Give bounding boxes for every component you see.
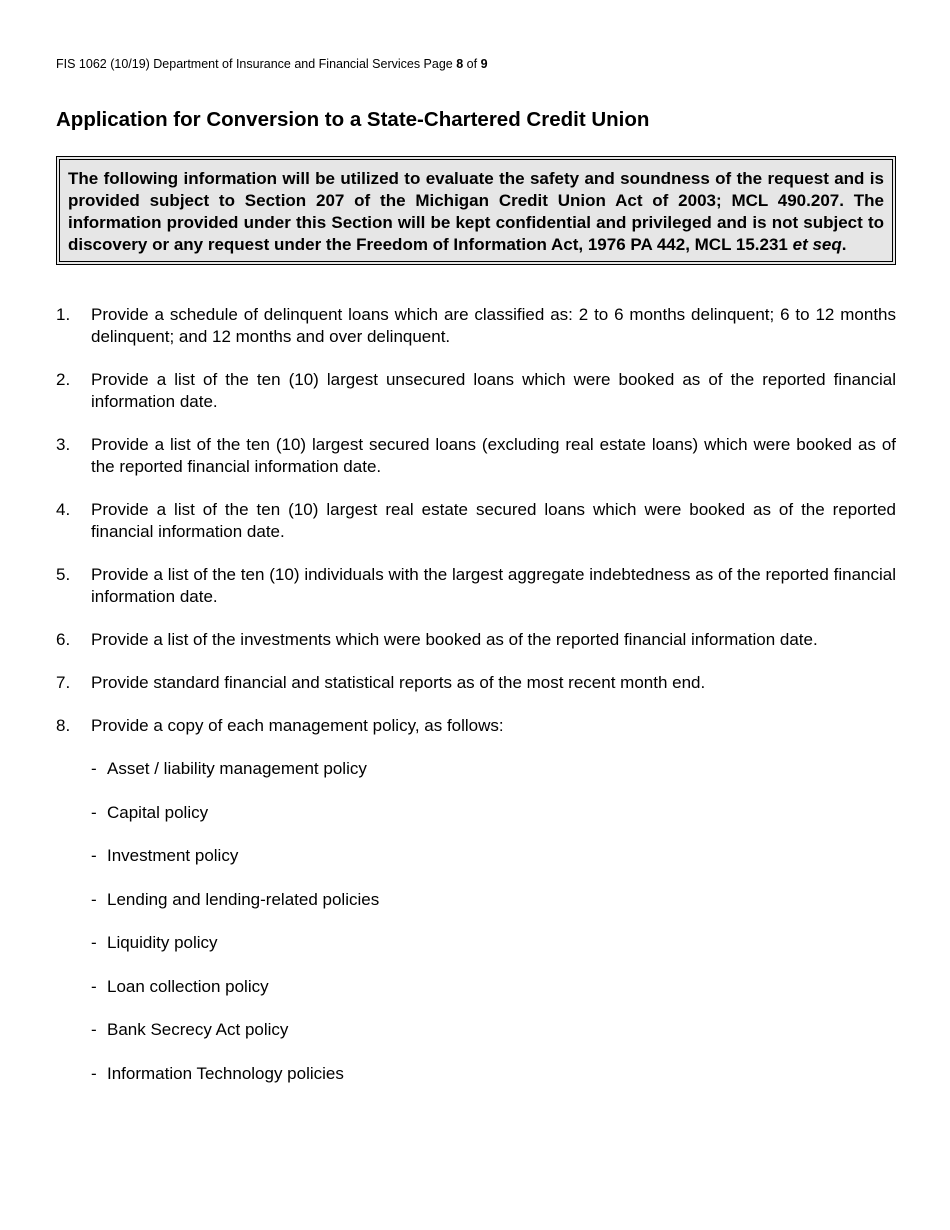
policy-item: [91, 758, 791, 780]
policy-item: [91, 1019, 791, 1041]
list-item: [56, 369, 896, 413]
dash-marker: -: [91, 846, 97, 865]
list-item: [56, 715, 896, 737]
policy-item: [91, 845, 791, 867]
item-number: 7.: [56, 673, 71, 692]
policy-label: Information Technology policies: [107, 1063, 344, 1083]
list-item: [56, 629, 896, 651]
item-text: Provide a list of the ten (10) largest unsecured loans which were booked as of the reported financial information date.: [91, 370, 896, 411]
notice-end: .: [841, 235, 847, 254]
item-text: Provide a schedule of delinquent loans which are classified as: 2 to 6 months delinquent; 6 to 12 months delinquent; and 12 months and over delinquent.: [91, 305, 896, 346]
item-number: 1.: [56, 305, 71, 324]
form-id: FIS 1062 (10/19) Department of Insurance and Financial Services Page: [56, 57, 457, 71]
item-text: Provide a list of the ten (10) largest real estate secured loans which were booked as of the reported financial information date.: [91, 500, 896, 541]
dash-marker: -: [91, 802, 97, 822]
list-item: [56, 499, 896, 543]
dash-marker: -: [91, 976, 97, 996]
policy-item: [91, 976, 791, 998]
policy-label: Asset / liability management policy: [107, 759, 367, 778]
dash-marker: -: [91, 889, 97, 909]
dash-marker: -: [91, 1063, 97, 1083]
dash-marker: -: [91, 759, 97, 778]
item-number: 6.: [56, 630, 71, 649]
policy-label: Liquidity policy: [107, 933, 218, 952]
form-header: [56, 57, 488, 71]
dash-marker: -: [91, 1020, 97, 1039]
policy-label: Bank Secrecy Act policy: [107, 1020, 289, 1039]
policy-label: Lending and lending-related policies: [107, 889, 380, 909]
policy-label: Capital policy: [107, 802, 209, 822]
policy-label: Loan collection policy: [107, 976, 269, 996]
item-text: Provide standard financial and statistical reports as of the most recent month end.: [91, 673, 706, 692]
dash-marker: -: [91, 933, 97, 952]
item-text: Provide a list of the ten (10) individuals with the largest aggregate indebtedness as of the reported financial information date.: [91, 565, 896, 606]
notice-italic: et seq: [792, 235, 842, 254]
policy-item: [91, 1063, 791, 1085]
item-number: 8.: [56, 716, 71, 735]
notice-text: The following information will be utilized to evaluate the safety and soundness of the request and is provided subject to Section 207 of the Michigan Credit Union Act of 2003; MCL 490.207. The information provided under this Section will be kept confidential and privileged and is not subject to discovery or any request under the Freedom of Information Act, 1976 PA 442, MCL 15.231: [68, 169, 884, 254]
policy-label: Investment policy: [107, 846, 239, 865]
policy-list: [91, 758, 791, 1085]
item-number: 5.: [56, 565, 71, 584]
page-title: Application for Conversion to a State-Chartered Credit Union: [56, 108, 650, 131]
list-item: [56, 672, 896, 694]
item-text: Provide a list of the investments which were booked as of the reported financial information date.: [91, 630, 818, 649]
policy-item: [91, 802, 791, 824]
requirements-list: [56, 304, 896, 1106]
item-number: 2.: [56, 370, 71, 389]
item-text: Provide a copy of each management policy, as follows:: [91, 716, 504, 735]
policy-item: [91, 932, 791, 954]
page-of: of: [463, 57, 481, 71]
item-number: 4.: [56, 500, 71, 519]
policy-item: [91, 889, 791, 911]
page-total: 9: [480, 57, 488, 71]
list-item: [56, 304, 896, 348]
page-current: 8: [456, 57, 464, 71]
list-item: [56, 434, 896, 478]
list-item: [56, 564, 896, 608]
item-number: 3.: [56, 435, 71, 454]
confidentiality-notice: [56, 156, 896, 265]
item-text: Provide a list of the ten (10) largest secured loans (excluding real estate loans) which were booked as of the reported financial information date.: [91, 435, 896, 476]
